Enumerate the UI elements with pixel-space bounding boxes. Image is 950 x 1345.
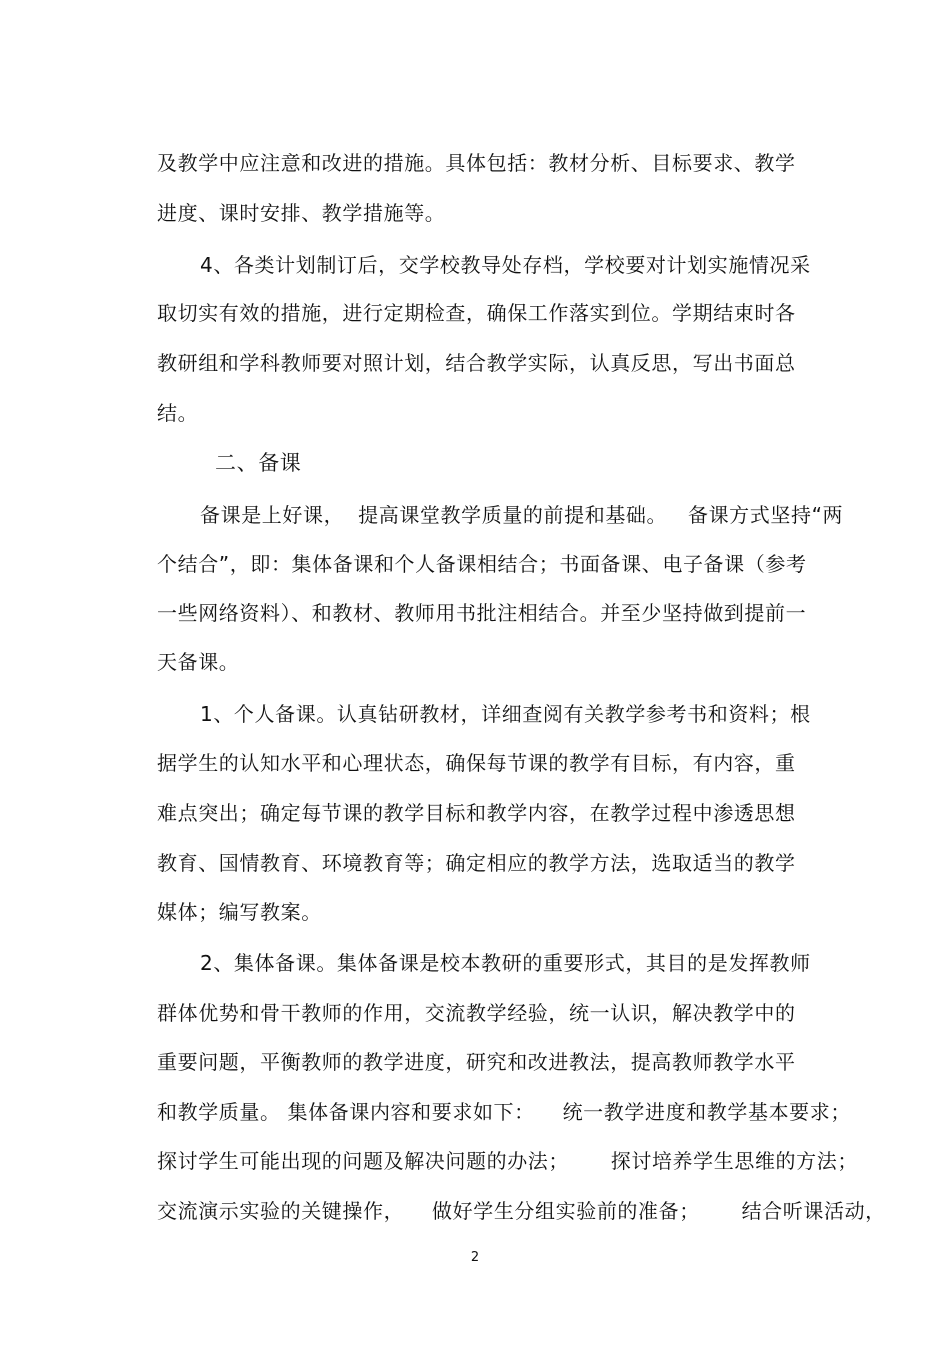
text-line: 据学生的认知水平和心理状态，确保每节课的教学有目标，有内容，重 (157, 751, 796, 775)
text-line: 教研组和学科教师要对照计划，结合教学实际，认真反思，写出书面总 (157, 351, 796, 375)
text-line: 群体优势和骨干教师的作用，交流教学经验，统一认识，解决教学中的 (157, 1001, 796, 1025)
text-line: 探讨学生可能出现的问题及解决问题的办法； 探讨培养学生思维的方法； (157, 1149, 858, 1173)
text-line: 及教学中应注意和改进的措施。具体包括：教材分析、目标要求、教学 (157, 151, 796, 175)
text-line: 媒体；编写教案。 (157, 900, 322, 924)
paragraph-start-line: 备课是上好课， 提高课堂教学质量的前提和基础。 备课方式坚持“两 (200, 503, 844, 527)
text-line: 进度、课时安排、教学措施等。 (157, 201, 446, 225)
text-line: 教育、国情教育、环境教育等；确定相应的教学方法，选取适当的教学 (157, 851, 796, 875)
text-line: 一些网络资料）、和教材、教师用书批注相结合。并至少坚持做到提前一 (157, 601, 807, 625)
text-line: 个结合”，即：集体备课和个人备课相结合；书面备课、电子备课（参考 (157, 552, 807, 576)
page-number: 2 (470, 1250, 480, 1265)
text-line: 交流演示实验的关键操作， 做好学生分组实验前的准备； 结合听课活动， (157, 1199, 886, 1223)
section-heading: 二、备课 (215, 451, 302, 475)
text-line: 取切实有效的措施，进行定期检查，确保工作落实到位。学期结束时各 (157, 301, 796, 325)
text-line: 天备课。 (157, 650, 240, 674)
paragraph-start-line: 4、各类计划制订后，交学校教导处存档，学校要对计划实施情况采 (200, 253, 811, 277)
text-line: 难点突出；确定每节课的教学目标和教学内容，在教学过程中渗透思想 (157, 801, 796, 825)
text-line: 结。 (157, 401, 199, 425)
paragraph-start-line: 1、个人备课。认真钻研教材，详细查阅有关教学参考书和资料；根 (200, 702, 811, 726)
paragraph-start-line: 2、集体备课。集体备课是校本教研的重要形式，其目的是发挥教师 (200, 951, 811, 975)
text-line: 和教学质量。 集体备课内容和要求如下： 统一教学进度和教学基本要求； (157, 1100, 851, 1124)
text-line: 重要问题，平衡教师的教学进度，研究和改进教法，提高教师教学水平 (157, 1050, 796, 1074)
